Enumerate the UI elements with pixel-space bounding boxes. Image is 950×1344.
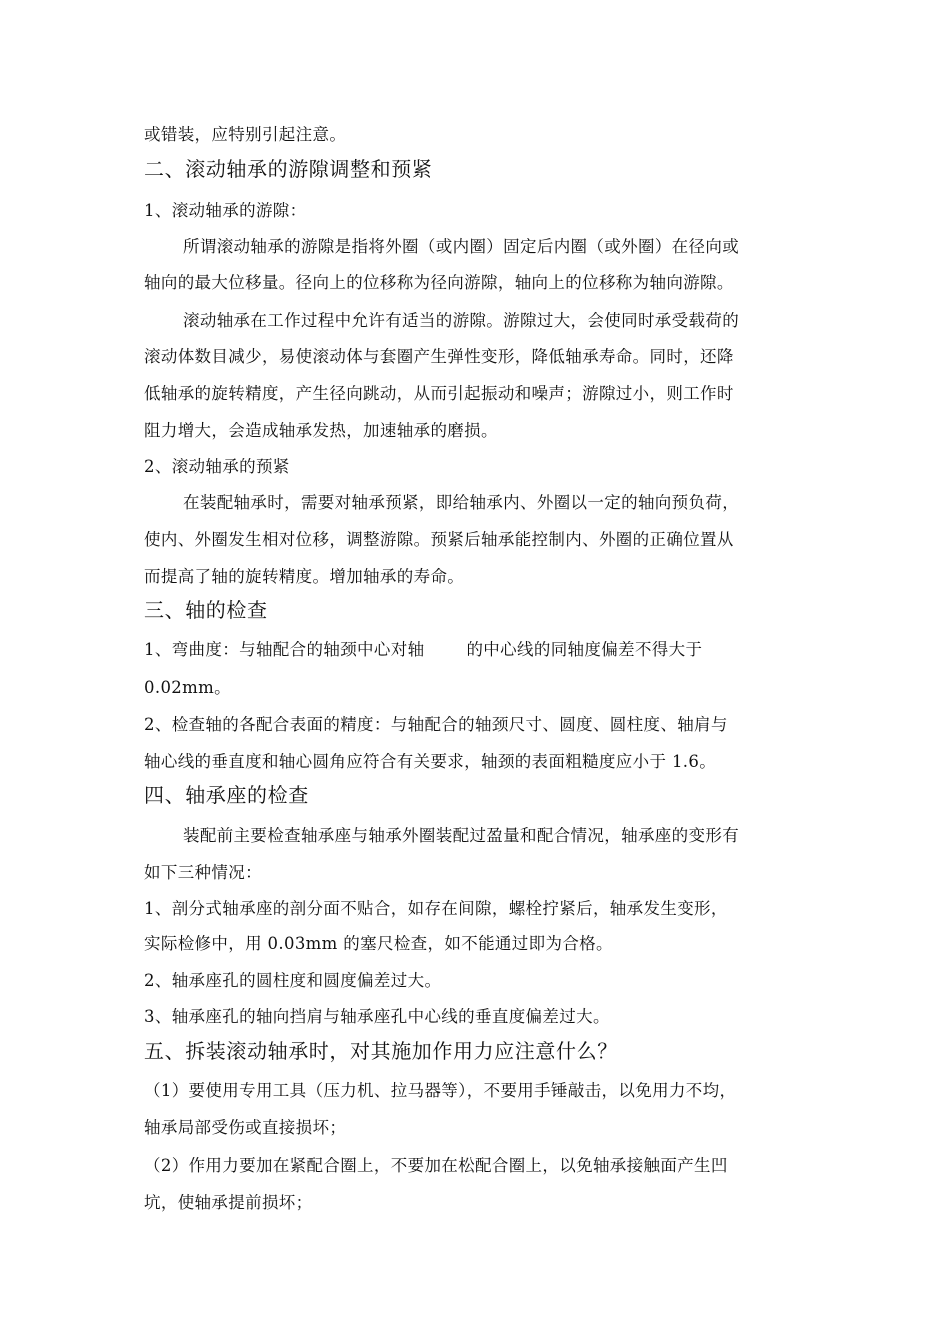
text-line: 低轴承的旋转精度，产生径向跳动，从而引起振动和噪声；游隙过小，则工作时: [144, 384, 734, 403]
text-line: 滚动体数目减少，易使滚动体与套圈产生弹性变形，降低轴承寿命。同时，还降: [144, 347, 734, 366]
text-line: 滚动轴承在工作过程中允许有适当的游隙。游隙过大，会使同时承受载荷的: [183, 311, 740, 330]
text-line: 轴承局部受伤或直接损坏；: [144, 1118, 347, 1137]
text-line: 3、轴承座孔的轴向挡肩与轴承座孔中心线的垂直度偏差过大。: [144, 1007, 610, 1026]
text-line: 2、检查轴的各配合表面的精度：与轴配合的轴颈尺寸、圆度、圆柱度、轴肩与: [144, 715, 728, 734]
subheading-clearance: 1、滚动轴承的游隙：: [144, 201, 307, 220]
section-heading-4: 四、轴承座的检查: [144, 783, 309, 807]
text-line: 实际检修中，用 0.03mm 的塞尺检查，如不能通过即为合格。: [144, 934, 613, 953]
text-line: 轴向的最大位移量。径向上的位移称为径向游隙，轴向上的位移称为轴向游隙。: [144, 273, 734, 292]
text-line: 而提高了轴的旋转精度。增加轴承的寿命。: [144, 567, 465, 586]
text-line: 在装配轴承时，需要对轴承预紧，即给轴承内、外圈以一定的轴向预负荷，: [183, 493, 740, 512]
section-heading-2: 二、滚动轴承的游隙调整和预紧: [144, 157, 433, 181]
text-line: 坑，使轴承提前损坏；: [144, 1193, 313, 1212]
text-segment: 的中心线的同轴度偏差不得大于: [466, 640, 703, 659]
section-heading-5: 五、拆装滚动轴承时，对其施加作用力应注意什么？: [144, 1039, 618, 1063]
text-line: 或错装，应特别引起注意。: [144, 125, 347, 144]
text-line: （1）要使用专用工具（压力机、拉马器等），不要用手锤敲击，以免用力不均，: [144, 1081, 737, 1100]
text-line: 1、剖分式轴承座的剖分面不贴合，如存在间隙，螺栓拧紧后，轴承发生变形，: [144, 899, 728, 918]
subheading-preload: 2、滚动轴承的预紧: [144, 457, 290, 476]
text-segment: 1、弯曲度：与轴配合的轴颈中心对轴: [144, 640, 425, 659]
text-line: [144, 639, 808, 661]
text-line: 装配前主要检查轴承座与轴承外圈装配过盈量和配合情况，轴承座的变形有: [183, 826, 740, 845]
text-line: 0.02mm。: [144, 678, 231, 697]
text-line: 轴心线的垂直度和轴心圆角应符合有关要求，轴颈的表面粗糙度应小于 1.6。: [144, 752, 717, 771]
text-line: 阻力增大，会造成轴承发热，加速轴承的磨损。: [144, 421, 498, 440]
text-line: （2）作用力要加在紧配合圈上，不要加在松配合圈上，以免轴承接触面产生凹: [144, 1156, 728, 1175]
section-heading-3: 三、轴的检查: [144, 598, 268, 622]
text-line: 使内、外圈发生相对位移，调整游隙。预紧后轴承能控制内、外圈的正确位置从: [144, 530, 734, 549]
text-line: 所谓滚动轴承的游隙是指将外圈（或内圈）固定后内圈（或外圈）在径向或: [183, 237, 740, 256]
text-line: 如下三种情况：: [144, 863, 262, 882]
text-line: 2、轴承座孔的圆柱度和圆度偏差过大。: [144, 971, 442, 990]
